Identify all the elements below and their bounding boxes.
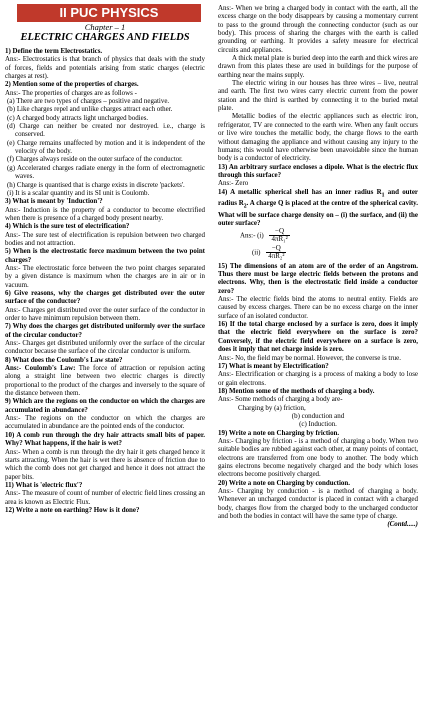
answer-1: Ans:- Electrostatics is that branch of physics that deals with the study of forces, fields and potentials arising from static charges (electric charges at rest). — [5, 55, 205, 81]
question-11: 11) What is 'electric flux'? — [5, 480, 83, 489]
question-19: 19) Write a note on Charging by friction. — [218, 428, 340, 437]
property-i: (i) It is a scalar quantity and its SI unit is Coulomb. — [7, 188, 150, 197]
fraction-1 — [269, 228, 289, 244]
fraction-1-denominator: 4πR₁² — [271, 235, 288, 244]
question-9: 9) Which are the regions on the conductor on which the charges are accumulated in abundance? — [5, 397, 205, 414]
subject-banner: II PUC PHYSICS — [17, 4, 201, 22]
question-17: 17) What is meant by Electrification? — [218, 361, 329, 370]
question-18: 18) Mention some of the methods of charging a body. — [218, 386, 375, 395]
answer-6: Ans:- Charges get distributed over the outer surface of the conductor in order to have minimum repulsion between them. — [5, 305, 205, 322]
property-b: (b) Like charges repel and unlike charges attract each other. — [7, 105, 173, 114]
chapter-label: Chapter – 1 — [84, 22, 126, 32]
answer-10: Ans:- When a comb is run through the dry hair it gets charged hence it starts attracting. When the hair is wet there is absence of friction due to which the comb does not get charged and hence it does not attract the paper bits. — [5, 447, 205, 481]
equation-2-label: (ii) — [252, 248, 261, 257]
answer-12-part3: The electric wiring in our houses has three wires – live, neutral and earth. The first two wires carry electric current from the power station and the third is earthed by connecting it to the buried metal plate. — [218, 79, 418, 113]
answer-3: Ans:- Induction is the property of a conductor to become electrified when there is presence of a charged body present nearby. — [5, 205, 205, 222]
question-13: 13) An arbitrary surface encloses a dipole. What is the electric flux through this surface? — [218, 162, 418, 179]
question-3: 3) What is meant by 'Induction'? — [5, 197, 103, 206]
subscript-2: 2 — [243, 203, 247, 210]
fraction-2 — [266, 245, 286, 261]
question-14-text-3: . A charge Q is placed at the centre of the spherical cavity. What will be surface charge density on – (i) the surface, and (ii) the outer surface? — [218, 199, 419, 228]
question-10: 10) A comb run through the dry hair attracts small bits of paper. Why? What happens, if the hair is wet? — [5, 430, 205, 448]
question-6: 6) Give reasons, why the charges get distributed over the outer surface of the conductor? — [5, 288, 205, 306]
question-1: 1) Define the term Electrostatics. — [5, 47, 103, 55]
question-15: 15) The dimensions of an atom are of the order of an Angstrom. Thus there must be large electric fields between the protons and electrons. Why, then is the electrostatic field inside a conductor zero? — [218, 261, 418, 295]
answer-20: Ans:- Charging by conduction - is a method of charging a body. Whenever an uncharged conductor is placed in contact with a charged body, charges flow from the charged body to the uncharged conductor and both the bodies in contact will have the same type of charge. — [218, 487, 418, 521]
question-5: 5) When is the electrostatic force maximum between the two point charges? — [5, 247, 205, 264]
question-14-text-2: and outer radius R — [218, 187, 418, 208]
method-induction: (c) Induction. — [299, 420, 337, 429]
answer-2: Ans:- The properties of charges are as follows - — [5, 88, 137, 97]
property-f: (f) Charges always reside on the outer surface of the conductor. — [7, 155, 183, 164]
property-h: (h) Charge is quantised that is charge exists in discrete 'packets'. — [7, 180, 185, 189]
chapter-title: ELECTRIC CHARGES AND FIELDS — [20, 32, 190, 43]
answer-15: Ans:- The electric fields bind the atoms to neutral entity. Fields are caused by excess charges. There can be no excess charge on the inner surface of an isolated conductor. — [218, 295, 418, 320]
question-12: 12) Write a note on earthing? How is it done? — [5, 505, 140, 514]
fraction-2-denominator: 4πR₂² — [268, 252, 285, 261]
equation-2 — [218, 245, 418, 262]
answer-9: Ans:- The regions on the conductor on which the charges are accumulated in abundance are the pointed ends of the conductor. — [5, 414, 205, 431]
answer-18: Ans:- Some methods of charging a body are- — [218, 395, 343, 404]
answer-12-part4: Metallic bodies of the electric appliances such as electric iron, refrigerator, TV are connected to the earth wire. When any fault occurs or live wire touches the metallic body, the charge flows to the earth without damaging the appliance and without causing any injury to the humans; this would have otherwise been unavoidable since the human body is a conductor of electricity. — [218, 112, 418, 163]
answer-5: Ans:- The electrostatic force between the two point charges separated by a given distance is maximum when the charges are in air or in vacuum. — [5, 263, 205, 289]
property-d: (d) Charge can neither be created nor destroyed. i.e., charge is conserved. — [7, 122, 205, 139]
question-14-text-1: 14) A metallic spherical shell has an inner radius R — [218, 187, 382, 196]
coulombs-law-text: The force of attraction or repulsion acting along a straight line between two electric charges is directly proportional to the product of the charges and inversely to the square of the distance between them. — [5, 364, 205, 398]
answer-12-part2: A thick metal plate is buried deep into the earth and thick wires are drawn from this plates these are used in buildings for the purpose of earthing near the mains supply. — [218, 54, 418, 79]
answer-16: Ans:- No, the field may be normal. However, the converse is true. — [218, 353, 401, 362]
property-c: (c) A charged body attracts light uncharged bodies. — [7, 113, 149, 122]
property-a: (a) There are two types of charges – positive and negative. — [7, 97, 170, 106]
answer-13: Ans:- Zero — [218, 179, 249, 188]
question-20: 20) Write a note on Charging by conduction. — [218, 478, 350, 487]
method-friction: Charging by (a) friction, — [238, 403, 306, 412]
equation-1 — [218, 228, 418, 245]
continued-label: (Contd.....) — [387, 520, 418, 529]
question-8: 8) What does the Coulomb's Law state? — [5, 355, 123, 364]
answer-8 — [5, 364, 205, 397]
subscript-1: 1 — [381, 191, 385, 198]
method-conduction: (b) conduction and — [291, 411, 345, 420]
answer-17: Ans:- Electrification or charging is a process of making a body to lose or gain electrons. — [218, 370, 418, 387]
left-column — [5, 4, 205, 514]
equation-1-label: Ans:- (i) — [240, 231, 264, 240]
coulombs-law-label: Ans:- Coulomb's Law: — [5, 364, 76, 373]
fraction-2-numerator: −Q — [266, 245, 286, 254]
question-4: 4) Which is the sure test of electrification? — [5, 222, 130, 231]
answer-11: Ans:- The measure of count of number of electric field lines crossing an area is known as Electric Flux. — [5, 489, 205, 506]
property-e: (e) Charge remains unaffected by motion and it is independent of the velocity of the body. — [7, 138, 205, 156]
question-16: 16) If the total charge enclosed by a surface is zero, does it imply that the electric field everywhere on the surface is zero? Conversely, if the electric field everywhere on a surface is zero, does it imply that net charge inside is zero. — [218, 320, 418, 354]
question-14 — [218, 188, 418, 228]
answer-4: Ans:- The sure test of electrification is repulsion between two charged bodies and not attraction. — [5, 230, 205, 247]
fraction-1-numerator: −Q — [269, 228, 289, 237]
answer-7: Ans:- Charges get distributed uniformly over the surface of the circular conductor because the surface of the circular conductor is uniform. — [5, 339, 205, 356]
property-g: (g) Accelerated charges radiate energy in the form of electromagnetic waves. — [7, 163, 205, 181]
question-7: 7) Why does the charges get distributed uniformly over the surface of the circular conductor? — [5, 322, 205, 339]
right-column — [218, 4, 418, 529]
answer-12-part1: Ans:- When we bring a charged body in contact with the earth, all the excess charge on the body disappears by causing a momentary current to pass to the ground through the connecting conductor (such as our body). This process of sharing the charges with the earth is called grounding or earthing. It provides a safety measure for electrical circuits and appliances. — [218, 4, 418, 54]
question-2: 2) Mention some of the properties of charges. — [5, 80, 139, 89]
answer-19: Ans:- Charging by friction - is a method of charging a body. When two suitable bodies are rubbed against each other, at many points of contact, electrons are transferred from one body to another. The body which gains electrons become negatively charged and the body which loses electrons become positively charged. — [218, 436, 418, 479]
